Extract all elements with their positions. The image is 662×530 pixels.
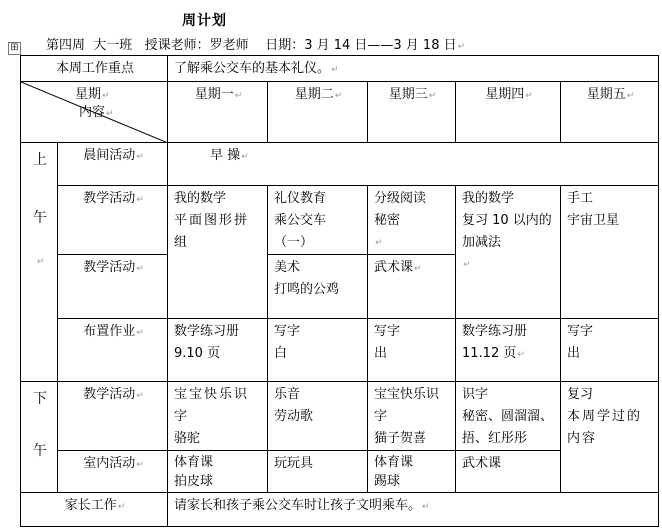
focus-label-cell: [21, 56, 168, 82]
day-header-mon: 星期一↵: [168, 82, 268, 143]
meta-line: [46, 34, 465, 53]
homework-fri-cell[interactable]: 写字 出: [561, 319, 659, 382]
teach-thu-cell[interactable]: 我的数学 复习 10 以内的加减法 ↵: [456, 186, 561, 319]
pm-teach-tue-cell[interactable]: 乐音 劳动歌: [268, 382, 368, 451]
day-header-tue: 星期二↵: [268, 82, 368, 143]
diagonal-header-cell: [21, 82, 168, 143]
focus-text-cell[interactable]: [168, 56, 659, 82]
focus-label: 本周工作重点: [55, 61, 134, 76]
pm-label-cell: [21, 382, 58, 493]
header-row: [21, 82, 659, 143]
indoor-label-cell: 室内活动↵: [58, 451, 168, 493]
homework-row: [21, 319, 659, 382]
teach1-label-cell: 教学活动↵: [58, 186, 168, 255]
pm-char-1: 下: [33, 391, 47, 407]
am-char-1: 上: [33, 152, 47, 168]
document-title: 周计划: [182, 13, 227, 29]
meta-text: 第四周 大一班 授课老师：罗老师 日期：3 月 14 日——3 月 18 日: [46, 38, 457, 53]
parent-text-cell[interactable]: 请家长和孩子乘公交车时让孩子文明乘车。↵: [168, 493, 659, 527]
pm-teach-label-cell: 教学活动↵: [58, 382, 168, 451]
homework-wed-cell[interactable]: 写字 出: [368, 319, 456, 382]
am-label-cell: [21, 143, 58, 382]
focus-row: [21, 56, 659, 82]
paragraph-mark: ↵: [36, 257, 45, 267]
parent-row: [21, 493, 659, 527]
homework-thu-cell[interactable]: 数学练习册 11.12 页↵: [456, 319, 561, 382]
parent-label-cell: 家长工作↵: [21, 493, 168, 527]
header-content: 内容↵: [79, 105, 114, 120]
parent-text: 请家长和孩子乘公交车时让孩子文明乘车。: [174, 498, 422, 513]
morning-row: [21, 143, 659, 186]
pm-teach-fri-cell[interactable]: 复习 本周学过的内容: [561, 382, 659, 493]
indoor-wed-cell[interactable]: 体育课 踢球: [368, 451, 456, 493]
teach-fri-cell[interactable]: 手工 宇宙卫星: [561, 186, 659, 319]
teach2-label-cell: 教学活动↵: [58, 255, 168, 319]
table-move-handle-icon[interactable]: ⊞: [8, 42, 21, 55]
indoor-mon-cell[interactable]: 体育课 拍皮球: [168, 451, 268, 493]
pm-teach-wed-cell[interactable]: 宝宝快乐识字 猫子贺喜: [368, 382, 456, 451]
pm-teach-thu-cell[interactable]: 识字 秘密、圆溜溜、捂、红彤彤: [456, 382, 561, 451]
paragraph-mark: ↵: [457, 42, 466, 52]
paragraph-mark: ↵: [331, 65, 339, 75]
pm-teach-mon-cell[interactable]: 宝宝快乐识字 骆驼: [168, 382, 268, 451]
teach2-wed-cell[interactable]: 武术课↵: [368, 255, 456, 319]
teach-tue-cell[interactable]: 礼仪教育 乘公交车 （一）: [268, 186, 368, 255]
pm-teach-row: [21, 382, 659, 451]
homework-label-cell: 布置作业↵: [58, 319, 168, 382]
day-header-wed: 星期三↵: [368, 82, 456, 143]
teach2-tue-cell[interactable]: 美术 打鸣的公鸡: [268, 255, 368, 319]
indoor-tue-cell[interactable]: 玩玩具: [268, 451, 368, 493]
weekly-plan-table: [20, 55, 659, 527]
homework-tue-cell[interactable]: 写字 白: [268, 319, 368, 382]
morning-activity-text: 早 操: [210, 148, 241, 163]
teach-mon-cell[interactable]: 我的数学 平面图形拼组: [168, 186, 268, 319]
am-char-2: 午: [33, 210, 47, 226]
teach1-row: [21, 186, 659, 255]
indoor-thu-cell[interactable]: 武术课: [456, 451, 561, 493]
homework-mon-cell[interactable]: 数学练习册 9.10 页: [168, 319, 268, 382]
pm-char-2: 午: [33, 443, 47, 459]
teach-wed-cell[interactable]: 分级阅读 秘密 ↵: [368, 186, 456, 255]
morning-label-cell: 晨间活动↵: [58, 143, 168, 186]
morning-activity-cell[interactable]: 早 操↵: [168, 143, 659, 186]
header-week: 星期↵: [75, 87, 110, 102]
day-header-thu: 星期四↵: [456, 82, 561, 143]
focus-text: 了解乘公交车的基本礼仪。: [174, 61, 331, 76]
day-header-fri: 星期五↵: [561, 82, 659, 143]
